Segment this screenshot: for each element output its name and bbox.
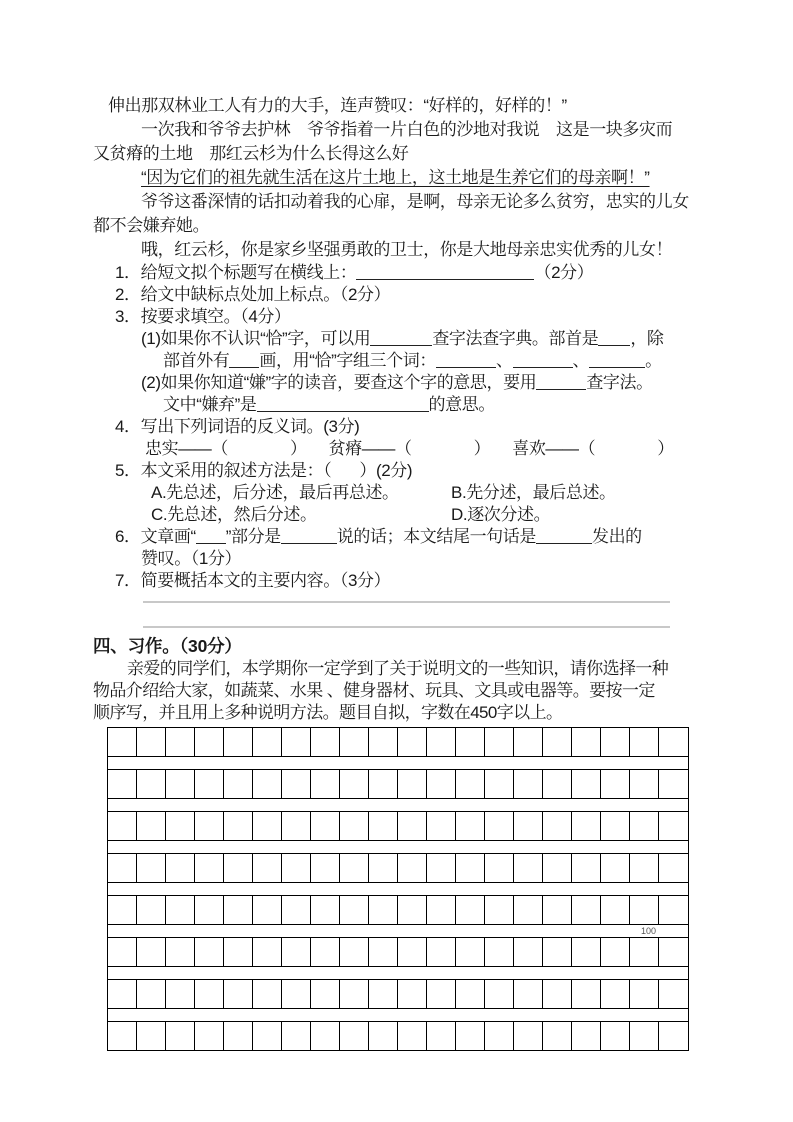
- grid-cell[interactable]: [601, 728, 630, 756]
- grid-cell[interactable]: [543, 854, 572, 882]
- grid-cell[interactable]: [485, 938, 514, 966]
- question-text: 喜欢——（: [512, 439, 596, 458]
- grid-cell[interactable]: [659, 938, 688, 966]
- passage-line: 又贫瘠的土地 那红云杉为什么长得这么好: [93, 144, 409, 163]
- question-text: ）(2分): [359, 461, 413, 480]
- grid-cell[interactable]: [572, 980, 601, 1008]
- grid-cell[interactable]: [340, 1022, 369, 1050]
- grid-cell[interactable]: [340, 980, 369, 1008]
- grid-cell[interactable]: [166, 980, 195, 1008]
- grid-row: [108, 938, 688, 967]
- passage-line: 都不会嫌弃她。: [93, 216, 210, 235]
- grid-cell[interactable]: [282, 854, 311, 882]
- grid-cell[interactable]: [108, 980, 137, 1008]
- grid-cell[interactable]: [572, 812, 601, 840]
- grid-cell[interactable]: [282, 1022, 311, 1050]
- question-text: (1)如果你不认识“恰”字，可以用: [141, 329, 371, 348]
- grid-cell[interactable]: [398, 812, 427, 840]
- grid-row: [108, 1022, 688, 1050]
- grid-cell[interactable]: [427, 728, 456, 756]
- essay-section-heading: 四、习作。（30分）: [93, 636, 242, 656]
- grid-cell[interactable]: [427, 896, 456, 924]
- grid-cell[interactable]: [659, 896, 688, 924]
- grid-cell[interactable]: [137, 1022, 166, 1050]
- grid-cell[interactable]: [195, 812, 224, 840]
- grid-cell[interactable]: [311, 980, 340, 1008]
- fill-in-blank[interactable]: [257, 397, 429, 412]
- grid-cell[interactable]: [224, 896, 253, 924]
- grid-cell[interactable]: [485, 1022, 514, 1050]
- grid-cell[interactable]: [282, 980, 311, 1008]
- grid-cell[interactable]: [369, 770, 398, 798]
- question-text: ）: [473, 439, 491, 458]
- grid-cell[interactable]: [485, 896, 514, 924]
- grid-cell[interactable]: [224, 812, 253, 840]
- fill-in-blank[interactable]: [196, 529, 226, 544]
- grid-cell[interactable]: [340, 770, 369, 798]
- grid-cell[interactable]: [224, 854, 253, 882]
- grid-cell[interactable]: [485, 854, 514, 882]
- grid-cell[interactable]: [630, 980, 659, 1008]
- grid-cell[interactable]: [456, 1022, 485, 1050]
- passage-line: 爷爷这番深情的话扣动着我的心扉，是啊，母亲无论多么贫穷，忠实的儿女: [141, 192, 689, 211]
- answer-space[interactable]: [595, 444, 657, 454]
- grid-row: [108, 854, 688, 883]
- grid-cell[interactable]: [456, 770, 485, 798]
- grid-cell[interactable]: [485, 812, 514, 840]
- grid-cell[interactable]: [311, 1022, 340, 1050]
- grid-cell[interactable]: [398, 728, 427, 756]
- grid-cell[interactable]: [253, 854, 282, 882]
- grid-cell[interactable]: [108, 728, 137, 756]
- question-text: 画，用“恰”字组三个词：: [259, 351, 436, 370]
- question-text: 7．简要概括本文的主要内容。（3分）: [115, 571, 391, 590]
- question-text: 忠实——（: [145, 439, 228, 458]
- question-text: 部首外有: [163, 351, 230, 370]
- grid-cell[interactable]: [340, 728, 369, 756]
- grid-cell[interactable]: [311, 812, 340, 840]
- grid-cell[interactable]: [253, 1022, 282, 1050]
- grid-cell[interactable]: [340, 812, 369, 840]
- grid-cell[interactable]: [659, 770, 688, 798]
- grid-cell[interactable]: [137, 938, 166, 966]
- question-text: 赞叹。（1分）: [141, 549, 242, 568]
- grid-cell[interactable]: [427, 938, 456, 966]
- grid-cell[interactable]: [514, 812, 543, 840]
- grid-spacer: [108, 841, 688, 854]
- grid-cell[interactable]: [108, 938, 137, 966]
- grid-cell[interactable]: [543, 980, 572, 1008]
- question-text: 1．给短文拟个标题写在横线上：: [115, 263, 357, 282]
- grid-cell[interactable]: [514, 1022, 543, 1050]
- question-text: 贫瘠——（: [328, 439, 412, 458]
- answer-space[interactable]: [228, 444, 290, 454]
- grid-cell[interactable]: [485, 980, 514, 1008]
- grid-row: [108, 812, 688, 841]
- question-text: 发出的: [591, 527, 642, 546]
- question-text: 的意思。: [428, 395, 495, 414]
- grid-cell[interactable]: [108, 812, 137, 840]
- grid-spacer: [108, 757, 688, 770]
- grid-cell[interactable]: [630, 896, 659, 924]
- grid-spacer: [108, 967, 688, 980]
- answer-space[interactable]: [490, 444, 512, 454]
- essay-prompt-line: 顺序写，并且用上多种说明方法。题目自拟，字数在450字以上。: [93, 703, 563, 722]
- question-line: [93, 372, 693, 394]
- grid-spacer: [108, 1009, 688, 1022]
- answer-line[interactable]: [143, 601, 670, 603]
- grid-cell[interactable]: [630, 1022, 659, 1050]
- grid-cell[interactable]: [456, 854, 485, 882]
- grid-cell[interactable]: [398, 1022, 427, 1050]
- composition-grid[interactable]: [107, 727, 689, 1051]
- word-count-marker: 100: [640, 926, 656, 936]
- question-text: C.先总述，然后分述。: [151, 505, 317, 524]
- passage-line-underlined: “因为它们的祖先就生活在这片土地上，这土地是生养它们的母亲啊！”: [141, 168, 650, 187]
- grid-cell[interactable]: [340, 896, 369, 924]
- grid-cell[interactable]: [224, 1022, 253, 1050]
- grid-cell[interactable]: [485, 770, 514, 798]
- question-text: 查字法。: [586, 373, 653, 392]
- grid-cell[interactable]: [572, 770, 601, 798]
- question-line: [93, 394, 693, 416]
- grid-spacer: [108, 799, 688, 812]
- grid-cell[interactable]: [514, 854, 543, 882]
- question-text: 、: [495, 351, 513, 370]
- grid-cell[interactable]: [572, 854, 601, 882]
- grid-cell[interactable]: [543, 938, 572, 966]
- grid-cell[interactable]: [166, 896, 195, 924]
- question-line: [93, 504, 693, 526]
- grid-cell[interactable]: [398, 938, 427, 966]
- grid-cell[interactable]: [253, 728, 282, 756]
- grid-cell[interactable]: [166, 938, 195, 966]
- grid-cell[interactable]: [369, 854, 398, 882]
- grid-cell[interactable]: [195, 980, 224, 1008]
- grid-cell[interactable]: [572, 938, 601, 966]
- grid-cell[interactable]: [195, 770, 224, 798]
- grid-cell[interactable]: [253, 812, 282, 840]
- grid-cell[interactable]: [137, 854, 166, 882]
- grid-cell[interactable]: [253, 938, 282, 966]
- grid-cell[interactable]: [398, 854, 427, 882]
- question-line: [93, 328, 693, 350]
- grid-cell[interactable]: [514, 728, 543, 756]
- answer-space[interactable]: [412, 444, 474, 454]
- question-text: ，除: [630, 329, 664, 348]
- grid-cell[interactable]: [659, 980, 688, 1008]
- grid-cell[interactable]: [630, 854, 659, 882]
- question-text: B.先分述，最后总述。: [451, 483, 616, 502]
- question-text: ）: [657, 439, 674, 458]
- grid-cell[interactable]: [282, 812, 311, 840]
- grid-cell[interactable]: [282, 770, 311, 798]
- question-text: A.先总述，后分述，最后再总述。: [151, 483, 399, 502]
- grid-cell[interactable]: [253, 980, 282, 1008]
- fill-in-blank[interactable]: [356, 265, 534, 280]
- essay-prompt-line: 亲爱的同学们，本学期你一定学到了关于说明文的一些知识，请你选择一种: [127, 659, 669, 678]
- grid-cell[interactable]: [630, 728, 659, 756]
- fill-in-blank[interactable]: [370, 331, 432, 346]
- grid-cell[interactable]: [601, 812, 630, 840]
- fill-in-blank[interactable]: [513, 353, 573, 368]
- grid-cell[interactable]: [630, 938, 659, 966]
- grid-cell[interactable]: [195, 728, 224, 756]
- grid-cell[interactable]: [427, 980, 456, 1008]
- question-text: 3．按要求填空。（4分）: [115, 307, 291, 326]
- question-text: 2．给文中缺标点处加上标点。（2分）: [115, 285, 391, 304]
- grid-cell[interactable]: [137, 812, 166, 840]
- fill-in-blank[interactable]: [436, 353, 496, 368]
- question-line: [93, 570, 693, 592]
- grid-cell[interactable]: [282, 938, 311, 966]
- answer-line[interactable]: [143, 626, 670, 628]
- grid-cell[interactable]: [659, 1022, 688, 1050]
- grid-cell[interactable]: [369, 728, 398, 756]
- grid-cell[interactable]: [572, 896, 601, 924]
- question-line: [93, 350, 693, 372]
- question-line: [93, 284, 693, 306]
- grid-cell[interactable]: [601, 854, 630, 882]
- grid-cell[interactable]: [195, 896, 224, 924]
- grid-cell[interactable]: [108, 770, 137, 798]
- grid-cell[interactable]: [543, 1022, 572, 1050]
- grid-spacer: [108, 883, 688, 896]
- grid-cell[interactable]: [427, 1022, 456, 1050]
- grid-cell[interactable]: [601, 770, 630, 798]
- grid-cell[interactable]: [601, 896, 630, 924]
- question-text: ）: [290, 439, 307, 458]
- grid-cell[interactable]: [224, 980, 253, 1008]
- grid-cell[interactable]: [456, 812, 485, 840]
- fill-in-blank[interactable]: [589, 353, 645, 368]
- grid-cell[interactable]: [427, 854, 456, 882]
- grid-cell[interactable]: [630, 770, 659, 798]
- answer-space[interactable]: [331, 466, 359, 476]
- grid-row: [108, 896, 688, 925]
- question-list: [93, 262, 693, 592]
- grid-cell[interactable]: [224, 728, 253, 756]
- grid-cell[interactable]: [166, 1022, 195, 1050]
- grid-cell[interactable]: [108, 896, 137, 924]
- fill-in-blank[interactable]: [536, 375, 586, 390]
- grid-cell[interactable]: [514, 896, 543, 924]
- grid-cell[interactable]: [514, 770, 543, 798]
- question-line: [93, 482, 693, 504]
- grid-cell[interactable]: [311, 854, 340, 882]
- question-text: 说的话；本文结尾一句话是: [336, 527, 536, 546]
- grid-cell[interactable]: [195, 938, 224, 966]
- grid-cell[interactable]: [224, 938, 253, 966]
- grid-cell[interactable]: [282, 728, 311, 756]
- grid-spacer: [108, 925, 688, 938]
- grid-cell[interactable]: [659, 728, 688, 756]
- question-line: [93, 416, 693, 438]
- fill-in-blank[interactable]: [598, 331, 630, 346]
- essay-prompt-line: 物品介绍给大家，如蔬菜、水果 、健身器材、玩具、文具或电器等。要按一定: [93, 681, 655, 700]
- grid-cell[interactable]: [369, 896, 398, 924]
- grid-cell[interactable]: [166, 854, 195, 882]
- question-text: (2)如果你知道“嫌”字的读音，要查这个字的意思，要用: [141, 373, 537, 392]
- grid-cell[interactable]: [543, 896, 572, 924]
- page-content: [93, 94, 693, 1051]
- grid-cell[interactable]: [369, 980, 398, 1008]
- question-text: 、: [572, 351, 590, 370]
- grid-cell[interactable]: [253, 770, 282, 798]
- grid-cell[interactable]: [340, 854, 369, 882]
- grid-cell[interactable]: [427, 770, 456, 798]
- grid-row: [108, 980, 688, 1009]
- passage-line: 哦，红云杉，你是家乡坚强勇敢的卫士，你是大地母亲忠实优秀的儿女！: [141, 240, 673, 259]
- grid-cell[interactable]: [543, 728, 572, 756]
- grid-cell[interactable]: [195, 1022, 224, 1050]
- fill-in-blank[interactable]: [536, 529, 592, 544]
- grid-cell[interactable]: [224, 770, 253, 798]
- grid-cell[interactable]: [398, 770, 427, 798]
- passage-line: 伸出那双林业工人有力的大手，连声赞叹：“好样的，好样的！”: [108, 96, 567, 115]
- grid-cell[interactable]: [514, 980, 543, 1008]
- grid-cell[interactable]: [485, 728, 514, 756]
- question-text: 查字法查字典。部首是: [432, 329, 599, 348]
- fill-in-blank[interactable]: [229, 353, 259, 368]
- question-text: D.逐次分述。: [451, 505, 551, 524]
- grid-cell[interactable]: [311, 896, 340, 924]
- grid-cell[interactable]: [311, 938, 340, 966]
- grid-row: [108, 728, 688, 757]
- q7-answer-lines: [93, 601, 693, 628]
- question-line: [93, 526, 693, 548]
- grid-cell[interactable]: [369, 812, 398, 840]
- grid-cell[interactable]: [253, 896, 282, 924]
- grid-cell[interactable]: [456, 896, 485, 924]
- reading-passage: [93, 94, 693, 262]
- essay-prompt: [93, 658, 693, 724]
- grid-cell[interactable]: [427, 812, 456, 840]
- grid-cell[interactable]: [282, 896, 311, 924]
- fill-in-blank[interactable]: [281, 529, 337, 544]
- question-text: 。: [645, 351, 662, 370]
- question-line: [93, 460, 693, 482]
- grid-cell[interactable]: [369, 1022, 398, 1050]
- grid-cell[interactable]: [137, 980, 166, 1008]
- grid-cell[interactable]: [166, 770, 195, 798]
- grid-cell[interactable]: [514, 938, 543, 966]
- passage-line: 一次我和爷爷去护林 爷爷指着一片白色的沙地对我说 这是一块多灾而: [141, 120, 673, 139]
- answer-space[interactable]: [307, 444, 329, 454]
- grid-cell[interactable]: [195, 854, 224, 882]
- grid-cell[interactable]: [108, 854, 137, 882]
- question-text: 5．本文采用的叙述方法是：（: [115, 461, 332, 480]
- grid-cell[interactable]: [311, 770, 340, 798]
- grid-cell[interactable]: [456, 980, 485, 1008]
- grid-cell[interactable]: [601, 938, 630, 966]
- grid-cell[interactable]: [572, 728, 601, 756]
- question-text: 文中“嫌弃”是: [163, 395, 257, 414]
- grid-cell[interactable]: [137, 770, 166, 798]
- question-text: 6．文章画“: [115, 527, 196, 546]
- grid-cell[interactable]: [311, 728, 340, 756]
- grid-cell[interactable]: [166, 728, 195, 756]
- question-line: [93, 438, 693, 460]
- grid-cell[interactable]: [456, 728, 485, 756]
- question-line: [93, 262, 693, 284]
- grid-cell[interactable]: [456, 938, 485, 966]
- grid-cell[interactable]: [601, 980, 630, 1008]
- grid-row: [108, 770, 688, 799]
- grid-cell[interactable]: [398, 980, 427, 1008]
- grid-cell[interactable]: [369, 938, 398, 966]
- grid-cell[interactable]: [601, 1022, 630, 1050]
- grid-cell[interactable]: [572, 1022, 601, 1050]
- grid-cell[interactable]: [543, 812, 572, 840]
- question-text: ”部分是: [225, 527, 281, 546]
- question-line: [93, 306, 693, 328]
- question-line: [93, 548, 693, 570]
- question-text: 4．写出下列词语的反义词。(3分): [115, 417, 360, 436]
- grid-cell[interactable]: [340, 938, 369, 966]
- grid-cell[interactable]: [659, 854, 688, 882]
- grid-cell[interactable]: [630, 812, 659, 840]
- grid-cell[interactable]: [166, 812, 195, 840]
- grid-cell[interactable]: [659, 812, 688, 840]
- question-text: （2分）: [534, 263, 594, 282]
- grid-cell[interactable]: [108, 1022, 137, 1050]
- grid-cell[interactable]: [137, 728, 166, 756]
- grid-cell[interactable]: [398, 896, 427, 924]
- grid-cell[interactable]: [543, 770, 572, 798]
- grid-cell[interactable]: [137, 896, 166, 924]
